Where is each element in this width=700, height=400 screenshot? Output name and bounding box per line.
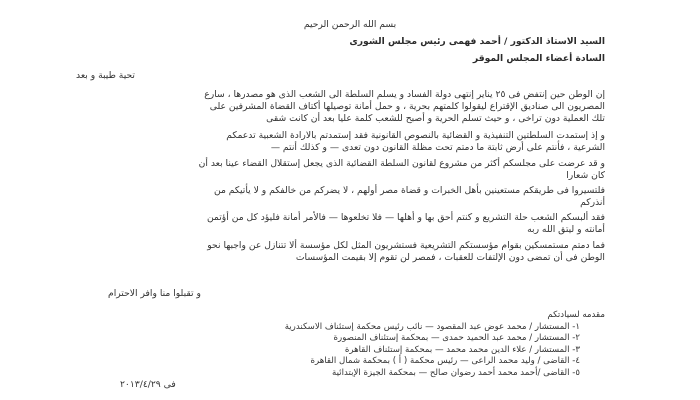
signatories-list (285, 322, 580, 379)
paragraph-3 (73, 158, 605, 182)
paragraph-line: و إذ إستمدت السلطتين التنفيذية و القضائية بالنصوص القانونية فقد إستمدتم بالارادة الشعبية تدعمكم (226, 130, 605, 141)
paragraph-line: فقد ألبسكم الشعب حلة التشريع و كنتم أحق بها و أهلها — فلا تخلعوها — فالأمر أمانة فليؤد كل من أؤتمن (206, 212, 605, 223)
paragraph-1 (73, 89, 605, 125)
signatory: ٢- المستشار / محمد عبد الحميد حمدى — بمحكمة إستئناف المنصورة (333, 333, 580, 344)
paragraph-line: فما دمتم مستمسكين بقوام مؤسستكم التشريعية فستشريون المثل لكل مؤسسة ألا تتنازل عن واجبها نحو (207, 240, 605, 251)
paragraph-line: كان شعارا (566, 170, 605, 181)
signatory: ٥- القاضى /أحمد محمد أحمد رضوان صالح — بمحكمة الجيزة الإبتدائية (331, 367, 580, 378)
signatory: ٤- القاضى / وليد محمد الراعى — رئيس محكمة ( أ ) بمحكمة شمال القاهرة (310, 356, 580, 367)
paragraph-line: الشرعية ، فأنتم على أرض ثابتة ما دمتم تحت مظلة القانون دون تعدى — و كذلك أنتم — (270, 142, 605, 153)
paragraph-line: و قد عرضت على مجلسكم أكثر من مشروع لقانون السلطة القضائية الذى يجعل إستقلال القضاء عينا بعد أن (198, 158, 605, 169)
paragraph-line: إن الوطن حين إنتفض فى ٢٥ يناير إنتهى دولة الفساد و يسلم السلطة الى الشعب الذى هو مصدرها ، سارع (204, 89, 605, 100)
paragraph-2 (73, 130, 605, 154)
paragraph-4 (73, 185, 605, 209)
letter-date: فى ٢٠١٣/٤/٢٩ (120, 379, 176, 390)
paragraph-line: المصريون الى صناديق الإقتراع ليقولوا كلمتهم بحرية ، و حمل أمانة توصيلها أكتاف القضاة المشرفين على (209, 101, 605, 112)
signatory: ٣- المستشار / علاء الدين محمد محمد — بمحكمة إستئناف القاهرة (344, 344, 580, 355)
addressee-line-2: السادة أعضاء المجلس الموقر (472, 53, 605, 64)
paragraph-5 (73, 212, 605, 236)
paragraph-line: الوطن فى أن تمضى دون الإلتفات للعقبات ، فمصر لن تقوم إلا بقيمت المؤسسات (295, 252, 605, 263)
signatories-heading: مقدمه لسيادتكم (547, 310, 605, 320)
addressee-line-1: السيد الاستاذ الدكتور / أحمد فهمى رئيس مجلس الشورى (349, 36, 605, 47)
paragraph-line: أنذركم (580, 197, 605, 208)
basmala: بسم الله الرحمن الرحيم (303, 19, 397, 30)
paragraph-line: أمانته و ليتق الله ربه (527, 224, 605, 235)
paragraph-line: فلتسيروا فى طريقكم مستعينين بأهل الخبرات و قضاة مصر أولهم ، لا يضركم من خالفكم و لا يأتيكم من (213, 185, 605, 196)
greeting: تحية طيبة و بعد (76, 70, 135, 81)
paragraph-6 (73, 240, 605, 264)
signatory: ١- المستشار / محمد عوض عبد المقصود — نائب رئيس محكمة إستئناف الاسكندرية (284, 322, 580, 332)
closing: و تقبلوا منا وافر الاحترام (108, 288, 201, 299)
paragraph-line: تلك العملية دون تراخى ، و حيث تسلم الحرية و أصبح للشعب كلمة عليا بعد أن كانت شقى (266, 113, 605, 124)
